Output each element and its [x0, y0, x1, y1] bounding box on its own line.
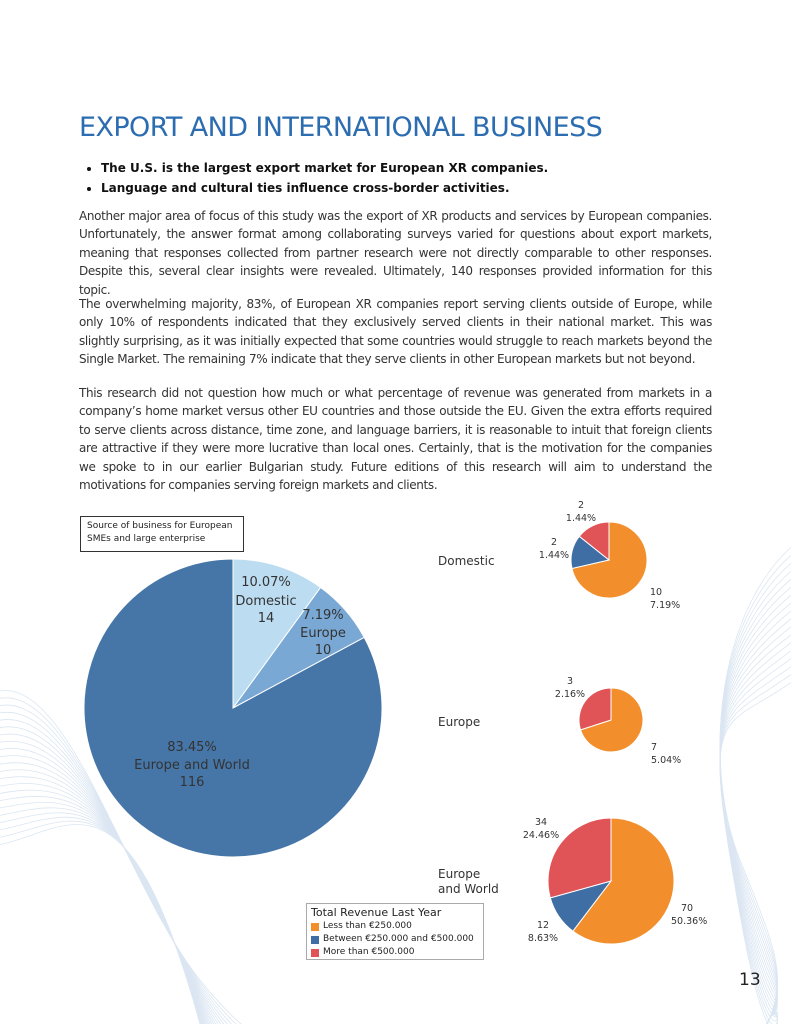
europe-more-percent: 2.16%: [554, 689, 586, 700]
europe-less-count: 7: [651, 742, 658, 753]
europe-more-count: 3: [566, 676, 574, 687]
main-pie-label-percent: 10.07%: [241, 575, 291, 590]
domestic-between-percent: 1.44%: [538, 550, 570, 561]
legend-item: [311, 920, 479, 933]
world-between-percent: 8.63%: [527, 933, 559, 944]
legend-label: More than €500.000: [323, 947, 415, 957]
world-more-percent: 24.46%: [522, 830, 560, 841]
body-paragraph: Another major area of focus of this study was the export of XR products and services by European companies. Unfortunately, the answer format among collaborating surveys varied for questions about export markets, meaning that responses collected from partner research were not directly comparable to other responses. Despite this, several clear insights were revealed. Ultimately, 140 responses provided information for this topic.: [79, 209, 712, 297]
legend-swatch-red: [311, 949, 319, 957]
pie-title-world: and World: [438, 882, 499, 896]
domestic-more-percent: 1.44%: [565, 513, 597, 524]
legend-item: [311, 933, 479, 946]
legend-item: [311, 946, 479, 959]
europe-less-percent: 5.04%: [651, 755, 682, 766]
europe-pie-chart: [579, 688, 643, 752]
pie-title-europe: Europe: [438, 715, 481, 729]
key-finding: • The U.S. is the largest export market for European XR companies.: [101, 158, 548, 178]
main-pie-label-percent: 83.45%: [167, 740, 217, 755]
world-less-count: 70: [681, 903, 694, 914]
legend-title: Total Revenue Last Year: [311, 906, 442, 919]
revenue-legend: [306, 903, 484, 960]
europe-world-pie-chart: [548, 818, 674, 944]
legend-swatch-blue: [311, 936, 319, 944]
page-title: EXPORT AND INTERNATIONAL BUSINESS: [79, 112, 603, 143]
main-pie-label-count: 10: [314, 643, 332, 658]
main-pie-label-name: Europe and World: [134, 758, 250, 773]
main-pie-label-percent: 7.19%: [302, 608, 344, 623]
main-pie-label-count: 116: [179, 775, 205, 790]
world-less-percent: 50.36%: [671, 916, 708, 927]
page-number: 13: [739, 970, 761, 990]
key-finding: • Language and cultural ties influence cross-border activities.: [101, 178, 548, 198]
body-paragraph: The overwhelming majority, 83%, of European XR companies report serving clients outside of Europe, while only 10% of respondents indicated that they exclusively served clients in their national market. This was slightly surprising, as it was initially expected that some countries would struggle to reach markets beyond the Single Market. The remaining 7% indicate that they serve clients in other European markets but not beyond.: [79, 297, 712, 367]
main-chart-title: Source of business for European SMEs and large enterprise: [80, 516, 244, 552]
main-pie-chart: [84, 559, 382, 857]
pie-title-domestic: Domestic: [438, 554, 495, 568]
world-between-count: 12: [536, 920, 550, 931]
world-more-count: 34: [534, 817, 548, 828]
main-pie-label-name: Domestic: [235, 594, 297, 609]
main-pie-label-name: Europe: [300, 626, 346, 641]
domestic-between-count: 2: [550, 537, 558, 548]
main-pie-label-count: 14: [257, 611, 275, 626]
legend-label: Between €250.000 and €500.000: [323, 934, 474, 944]
body-paragraph: This research did not question how much or what percentage of revenue was generated from markets in a company’s home market versus other EU countries and those outside the EU. Given the extra efforts required to serve clients across distance, time zone, and language barriers, it is reasonable to intuit that foreign clients are attractive if they were more lucrative than local ones. Certainly, that is the motivation for the companies we spoke to in our earlier Bulgarian study. Future editions of this research will aim to understand the motivations for companies serving foreign markets and clients.: [79, 386, 712, 493]
domestic-more-count: 2: [577, 500, 585, 511]
domestic-pie-chart: [571, 522, 647, 598]
domestic-less-count: 10: [650, 587, 663, 598]
legend-swatch-orange: [311, 923, 319, 931]
legend-label: Less than €250.000: [323, 921, 412, 931]
domestic-less-percent: 7.19%: [650, 600, 681, 611]
pie-title-world: Europe: [438, 867, 481, 881]
